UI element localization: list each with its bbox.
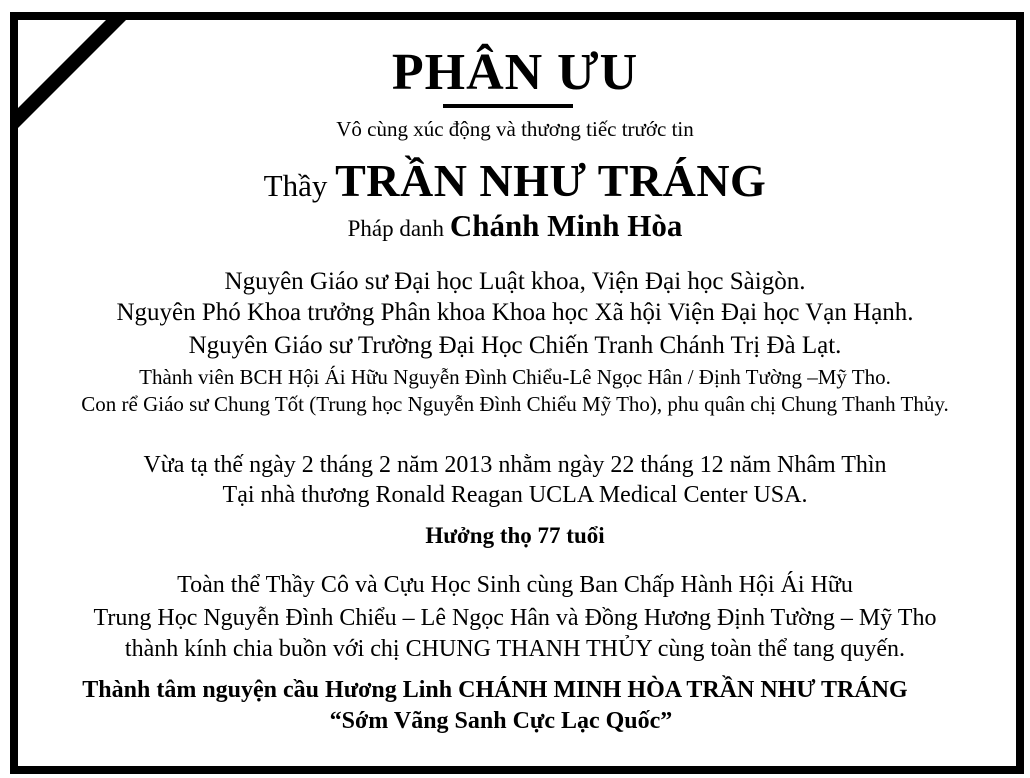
title-underline bbox=[443, 104, 573, 108]
dharma-prefix: Pháp danh bbox=[347, 216, 450, 241]
dharma-name-line bbox=[0, 210, 1030, 241]
intro-text: Vô cùng xúc động và thương tiếc trước tin bbox=[336, 117, 694, 141]
bio-line: Con rể Giáo sư Chung Tốt (Trung học Nguyễn Đình Chiểu Mỹ Tho), phu quân chị Chung Thanh Thủy. bbox=[81, 392, 949, 416]
prayer-line: Thành tâm nguyện cầu Hương Linh CHÁNH MINH HÒA TRẦN NHƯ TRÁNG bbox=[82, 677, 908, 703]
passing-place: Tại nhà thương Ronald Reagan UCLA Medical Center USA. bbox=[222, 482, 808, 508]
condolence-line: Toàn thể Thầy Cô và Cựu Học Sinh cùng Ban Chấp Hành Hội Ái Hữu bbox=[177, 572, 853, 598]
bio-line: Nguyên Giáo sư Trường Đại Học Chiến Tranh Chánh Trị Đà Lạt. bbox=[188, 332, 842, 359]
condolence-line: Trung Học Nguyễn Đình Chiểu – Lê Ngọc Hân và Đồng Hương Định Tường – Mỹ Tho bbox=[93, 605, 937, 631]
honorific: Thầy bbox=[263, 168, 336, 203]
notice-title: PHÂN ƯU bbox=[391, 44, 639, 101]
bio-line: Nguyên Giáo sư Đại học Luật khoa, Viện Đại học Sàigòn. bbox=[224, 268, 806, 295]
bio-line: Nguyên Phó Khoa trưởng Phân khoa Khoa học Xã hội Viện Đại học Vạn Hạnh. bbox=[116, 299, 914, 326]
bio-line: Thành viên BCH Hội Ái Hữu Nguyễn Đình Chiểu-Lê Ngọc Hân / Định Tường –Mỹ Tho. bbox=[139, 365, 891, 389]
prayer-line: “Sớm Vãng Sanh Cực Lạc Quốc” bbox=[329, 708, 673, 734]
passing-date: Vừa tạ thế ngày 2 tháng 2 năm 2013 nhằm ngày 22 tháng 12 năm Nhâm Thìn bbox=[143, 452, 887, 478]
deceased-name: TRẦN NHƯ TRÁNG bbox=[335, 155, 767, 206]
condolence-line: thành kính chia buồn với chị CHUNG THANH THỦY cùng toàn thể tang quyến. bbox=[124, 636, 906, 662]
dharma-name: Chánh Minh Hòa bbox=[449, 208, 683, 243]
age-line: Hưởng thọ 77 tuổi bbox=[425, 523, 605, 548]
deceased-name-line bbox=[0, 155, 1030, 206]
